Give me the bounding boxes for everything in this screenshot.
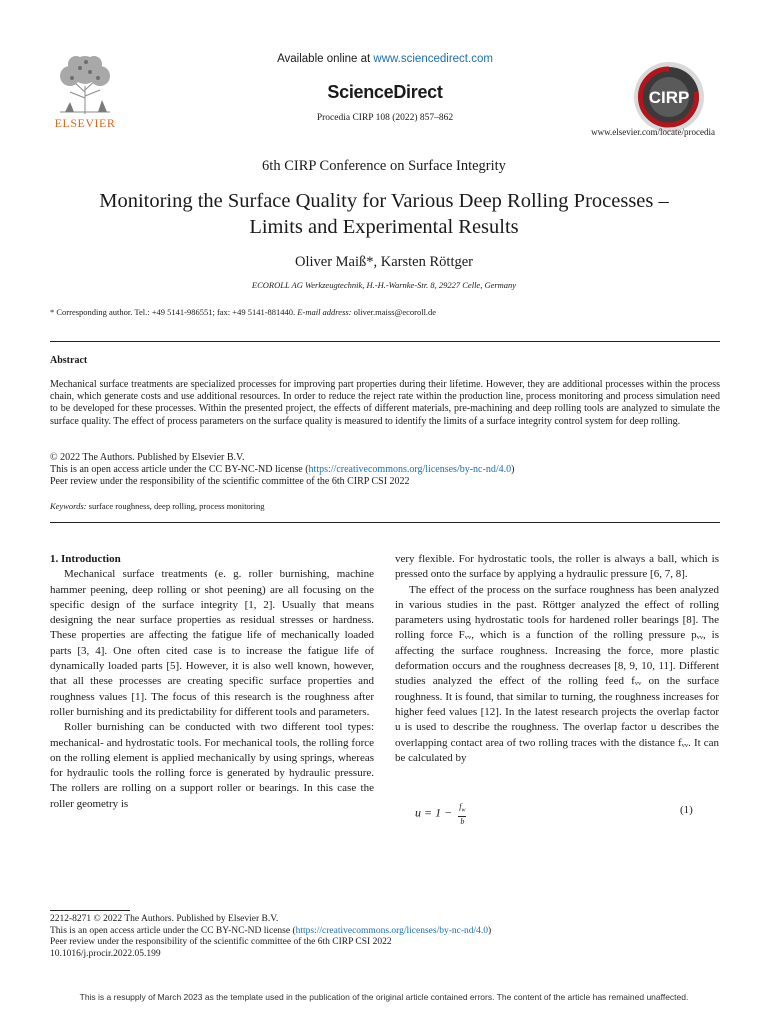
equation-numerator [458,802,466,817]
left-column [50,552,374,812]
elsevier-wordmark: ELSEVIER [54,116,116,130]
paragraph: Mechanical surface treatments (e. g. roller burnishing, machine hammer peening, deep rolling or shot peening) are all focusing on the specific design of the surface integrity [1, 2]. Usually that means designing the near surface properties as residual stresses or hardness. These properties are affecting the fatigue life of mechanically loaded parts [3, 4]. One often cited case is to increase the fatigue life of dynamically loaded parts [5]. However, it is also well known, however, that all these processes are creating specific surface properties and roughness values [1]. The focus of this research is the roughness after roller burnishing and its predictability for different tools and parameters. [50,568,374,718]
cirp-logo [632,60,706,134]
email-address[interactable]: oliver.maiss@ecoroll.de [351,307,437,317]
journal-citation: Procedia CIRP 108 (2022) 857–862 [316,113,454,123]
section-heading-introduction: 1. Introduction [50,553,121,565]
author-affiliation: ECOROLL AG Werkzeugtechnik, H.-H.-Warnke-Str. 8, 29227 Celle, Germany [251,280,517,290]
footer-license-text: This is an open access article under the CC BY-NC-ND license ( [50,925,296,936]
footer-peer-review: Peer review under the responsibility of the scientific committee of the 6th CIRP CSI 2022 [50,937,392,947]
paper-authors: Oliver Maiß*, Karsten Röttger [295,254,473,270]
cirp-logo-text: CIRP [648,88,690,107]
keywords-text: surface roughness, deep rolling, process monitoring [86,501,265,511]
footer-license [50,926,720,938]
journal-homepage-link[interactable]: www.elsevier.com/locate/procedia [591,127,715,137]
license-close: ) [511,464,515,476]
equation-number: (1) [680,804,693,816]
footer-issn: 2212-8271 © 2022 The Authors. Published by Elsevier B.V. [50,914,279,924]
abstract-text: Mechanical surface treatments are specialized processes for improving part properties during their lifetime. However, they are additional processes within the process chain, which generate costs and use additional resources. In order to reduce the reject rate within the production line, process monitoring and process simulation need to be developed for these processes. Within the presented project, the effects of different materials, pre-machining and deep rolling tools are analyzed to simulate the surface quality. The effect of process parameters on the surface quality is measured to identify the limits of a surface integrity control system for deep rolling. [50,379,720,427]
paper-title-line-1: Monitoring the Surface Quality for Various Deep Rolling Processes – [99,190,669,212]
numerator-subscript: w [461,807,466,814]
numerator-symbol: f [459,802,462,811]
sciencedirect-brand: ScienceDirect [327,82,443,102]
copyright-line: © 2022 The Authors. Published by Elsevier B.V. [50,452,245,463]
sciencedirect-link[interactable]: www.sciencedirect.com [373,53,493,65]
abstract-heading: Abstract [50,355,88,366]
peer-review-line: Peer review under the responsibility of the scientific committee of the 6th CIRP CSI 2022 [50,476,410,488]
paragraph: Roller burnishing can be conducted with two different tool types: mechanical- and hydrostatic tools. For mechanical tools, the rolling force on the rolling element is applied mechanically by using springs, whereas for hydraulic tools the rolling force is generated by hydraulic pressure. The rollers are rolling on a support roller or bearings. In this case the roller geometry is [50,721,374,810]
paper-title-line-2: Limits and Experimental Results [249,216,519,238]
abstract-bottom-rule [50,522,720,523]
corresponding-contact: * Corresponding author. Tel.: +49 5141-986551; fax: +49 5141-881440. [50,307,298,317]
paragraph: The effect of the process on the surface roughness has been analyzed in various studies in the past. Röttger analyzed the effect of rolling parameters using hydrostatic tools for hardened roller bearings [8]. The rolling force Fᵥᵥ, which is a function of the rolling pressure pᵥᵥ, is affecting the surface roughness. Increasing the force, more plastic deformation occurs and the roughness decreases [8, 9, 10, 11]. Different studies analyzed the effect of the rolling feed fᵥᵥ on the surface roughness. It is found, that similar to turning, the roughness increases for higher feed values [12]. In the latest research projects the overlap factor u is used to describe the roughness. The overlap factor u describes the overlapping contact area of two rolling traces with the distance fᵥᵥ. It can be calculated by [395,583,719,764]
equation-denominator: b [460,816,465,826]
conference-name: 6th CIRP Conference on Surface Integrity [262,158,506,174]
footer-license-link[interactable]: https://creativecommons.org/licenses/by-nc-nd/4.0 [295,925,489,936]
license-link[interactable]: https://creativecommons.org/licenses/by-nc-nd/4.0 [308,464,512,476]
resupply-notice: This is a resupply of March 2023 as the template used in the publication of the original article contained errors. The content of the article has remained unaffected. [79,992,689,1002]
paragraph: very flexible. For hydrostatic tools, the roller is always a ball, which is pressed onto the surface by applying a hydraulic pressure [6, 7, 8]. [395,553,719,581]
equation-fraction [458,802,466,826]
email-label: E-mail address: [297,307,352,317]
abstract-license-block [50,452,720,489]
abstract-top-rule [50,341,720,342]
footer-license-close: ) [488,925,492,936]
footer-doi[interactable]: 10.1016/j.procir.2022.05.199 [50,948,161,959]
corresponding-author [50,307,720,317]
keywords-line [50,501,720,511]
license-text: This is an open access article under the CC BY-NC-ND license ( [50,464,309,476]
right-column [395,552,719,766]
keywords-label: Keywords: [50,501,87,511]
license-line [50,464,720,476]
available-label: Available online at [277,53,374,65]
footer-rule [50,910,130,911]
equation-lhs: u = 1 − [415,805,453,820]
available-online [230,53,540,65]
paper-title [60,188,708,240]
footer-block [50,914,720,960]
equation-1 [415,802,466,826]
